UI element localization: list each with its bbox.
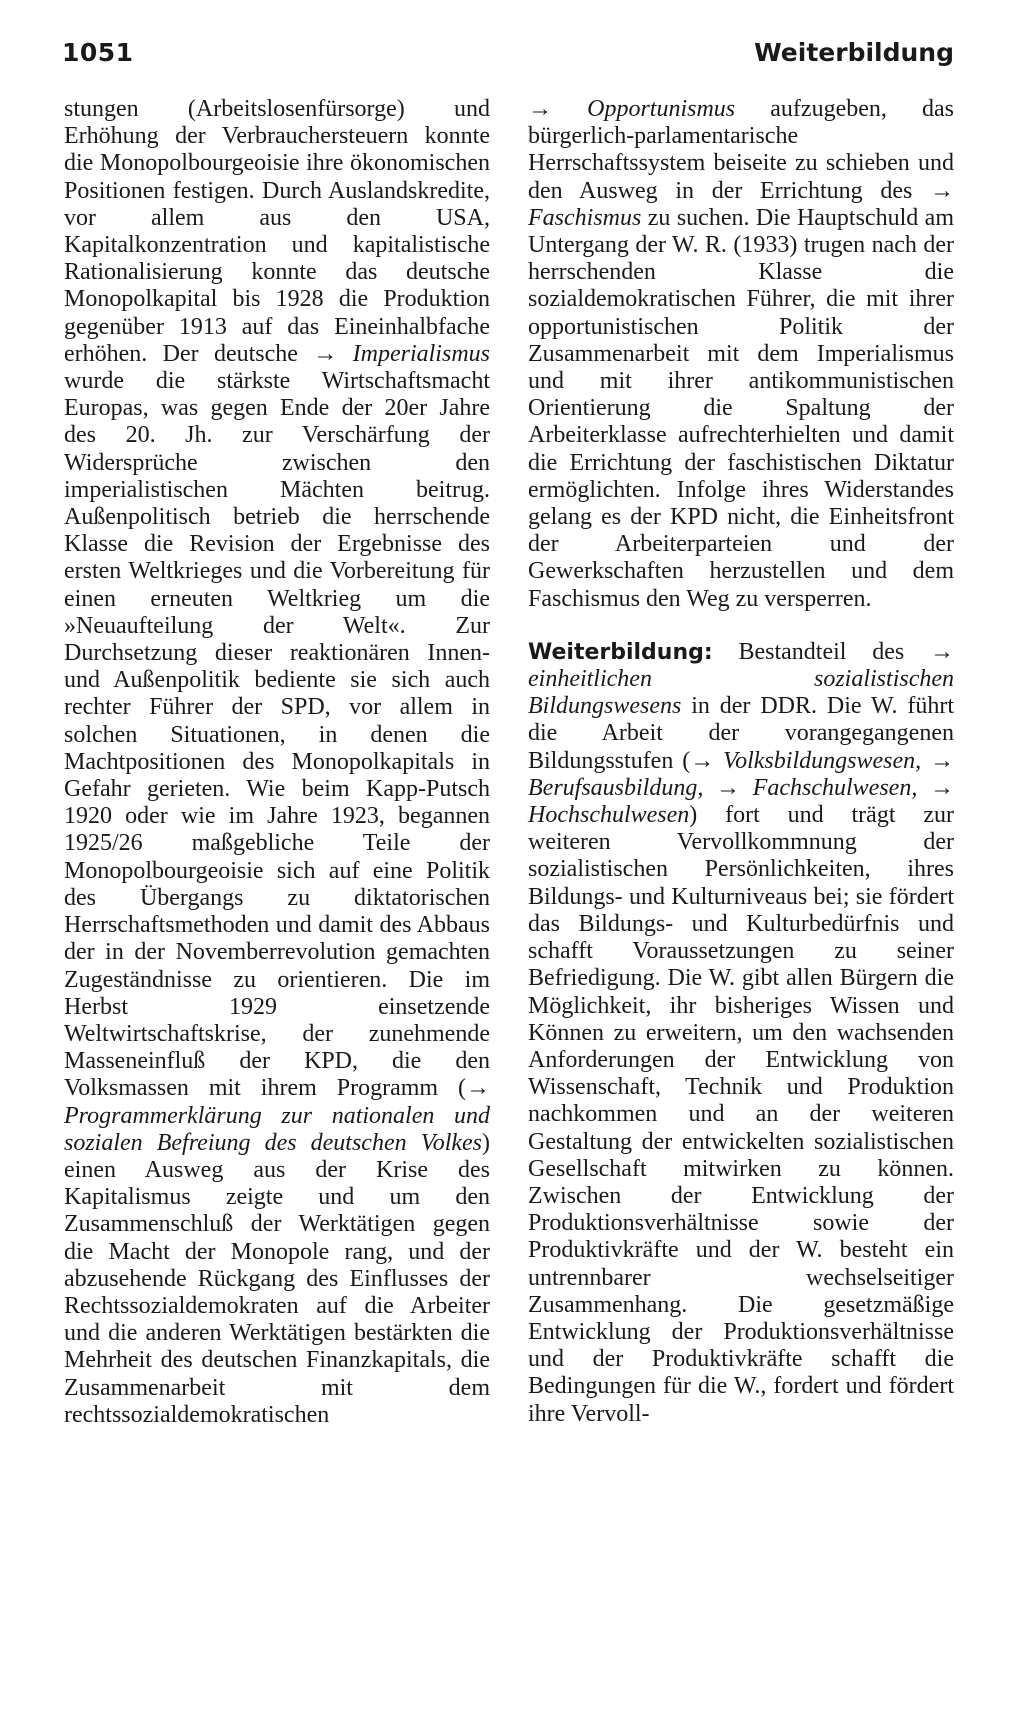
cross-reference-bildungswesen: einheitlichen sozialistischen Bildungswesens (528, 666, 954, 720)
text-run: Bestandteil des → (712, 638, 954, 665)
text-run: ) fort und trägt zur weiteren Vervollkommnung der sozialistischen Persönlichkeiten, ihres Bildungs- und Kulturniveaus bei; sie fördert das Bildungs- und Kulturbedürfnis und schafft Voraussetzungen zu seiner Befriedigung. Die W. gibt allen Bürgern die Möglichkeit, ihr bisheriges Wissen und Können zu erweitern, um den wachsenden Anforderungen der Entwicklung von Wissenschaft, Technik und Produktion nachkommen und an der weiteren Gestaltung der entwickelten sozialistischen Gesellschaft mitwirken zu können. Zwischen der Entwicklung der Produktionsverhältnisse sowie der Produktivkräfte und der W. besteht ein untrennbarer wechselseitiger Zusammenhang. Die gesetzmäßige Entwicklung der Produktionsverhältnisse und der Produktivkräfte schafft die Bedingungen für die W., fordert und fördert ihre Vervoll- (528, 802, 954, 1427)
paragraph-gap (528, 613, 954, 639)
page-number: 1051 (62, 38, 134, 67)
left-column-paragraph (64, 96, 490, 1429)
text-run: stungen (Arbeitslosenfürsorge) und Erhöhung der Verbrauchersteuern konnte die Monopolbourgeoisie ihre ökonomischen Positionen festigen. Durch Auslandskredite, vor allem aus den USA, Kapitalkonzentration und kapitalistische Rationalisierung konnte das deutsche Monopolkapital bis 1928 die Produktion gegenüber 1913 auf das Eineinhalbfache erhöhen. Der deutsche → (64, 96, 490, 367)
cross-reference-faschismus: Faschismus (528, 204, 642, 231)
dictionary-entry-weiterbildung (528, 639, 954, 1428)
text-run: wurde die stärkste Wirtschaftsmacht Europas, was gegen Ende der 20er Jahre des 20. Jh. zur Verschärfung der Widersprüche zwischen den imperialistischen Mächten beitrug. Außenpolitisch betrieb die herrschende Klasse die Revision der Ergebnisse des ersten Weltkrieges und die Vorbereitung für einen erneuten Weltkrieg um die »Neuaufteilung der Welt«. Zur Durchsetzung dieser reaktionären Innen- und Außenpolitik bediente sie sich auch rechter Führer der SPD, vor allem in solchen Situationen, in denen die Machtpositionen des Monopolkapitals in Gefahr gerieten. Wie beim Kapp-Putsch 1920 oder wie im Jahre 1923, begannen 1925/26 maßgebliche Teile der Monopolbourgeoisie sich auf eine Politik des Übergangs zu diktatorischen Herrschaftsmethoden und damit des Abbaus der in der Novemberrevolution gemachten Zugeständnisse zu orientieren. Die im Herbst 1929 einsetzende Weltwirtschaftskrise, der zunehmende Masseneinfluß der KPD, die den Volksmassen mit ihrem Programm (→ (64, 368, 490, 1102)
running-head: Weiterbildung (754, 38, 954, 67)
cross-reference-opportunismus: Opportunismus (587, 96, 736, 122)
text-run: in der DDR. Die W. führt die Arbeit der vorangegangenen Bildungsstufen (→ (528, 693, 954, 774)
right-column (528, 96, 954, 1428)
right-column-paragraph (528, 96, 954, 613)
text-run: ) einen Ausweg aus der Krise des Kapitalismus zeigte und um den Zusammenschluß der Werktätigen gegen die Macht der Monopole rang, und der abzusehende Rückgang des Einflusses der Rechtssozialdemokraten auf die Arbeiter und die anderen Werktätigen bestärkten die Mehrheit des deutschen Finanzkapitals, die Zusammenarbeit mit dem rechtssozialdemokratischen (64, 1129, 490, 1428)
left-column (64, 96, 490, 1429)
text-run: zu suchen. Die Hauptschuld am Untergang der W. R. (1933) trugen nach der herrschenden Klasse die sozialdemokratischen Führer, die mit ihrer opportunistischen Politik der Zusammenarbeit mit dem Imperialismus und mit ihrer antikommunistischen Orientierung die Spaltung der Arbeiterklasse aufrechterhielten und damit die Errichtung der faschistischen Diktatur ermöglichten. Infolge ihres Widerstandes gelang es der KPD nicht, die Einheitsfront der Arbeiterparteien und der Gewerkschaften herzustellen und dem Faschismus den Weg zu versperren. (528, 204, 954, 612)
text-run: aufzugeben, das bürgerlich-parlamentarische Herrschaftssystem beiseite zu schieben und den Ausweg in der Errichtung des → (528, 96, 954, 204)
entry-lemma: Weiterbildung: (528, 639, 713, 665)
text-run: → (528, 96, 588, 122)
cross-reference-programmerklaerung: Programmerklärung zur nationalen und sozialen Befreiung des deutschen Volkes (64, 1102, 490, 1156)
cross-reference-imperialismus: Imperialismus (352, 340, 490, 367)
cross-reference-bildungsstufen: Volksbildungswesen, → Berufsausbildung, → Fachschulwesen, → Hochschulwesen (528, 747, 954, 829)
